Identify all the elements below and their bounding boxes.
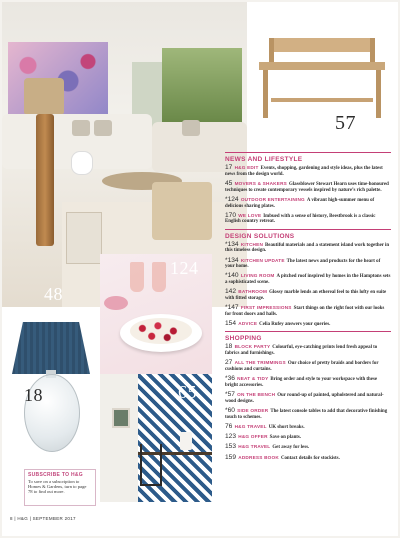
contents-entry[interactable] <box>225 273 391 285</box>
doorway <box>100 374 140 502</box>
contents-entry[interactable] <box>225 258 391 270</box>
contents-entry[interactable] <box>225 376 391 388</box>
contents-entry[interactable] <box>225 181 391 193</box>
entry-keyword: H&G TRAVEL <box>238 444 271 450</box>
subscribe-box[interactable] <box>24 469 96 506</box>
entry-keyword: ON THE BENCH <box>237 392 276 398</box>
bench-leg <box>376 70 381 118</box>
entry-keyword: H&G OFFER <box>238 434 268 440</box>
wicker-chair <box>152 182 212 240</box>
glass <box>130 262 144 292</box>
entry-description: Colourful, eye-catching prints lend fresh appeal to fabrics and furnishings. <box>225 345 378 357</box>
entry-description: A pitched roof inspired by homes in the Hamptons sets a sophisticated scene. <box>225 274 391 286</box>
entry-description: Contact details for stockists. <box>280 455 340 461</box>
contents-entry[interactable] <box>225 434 391 441</box>
entry-description: The latest news and products for the heart of your home. <box>225 258 381 270</box>
entry-keyword: OUTDOOR ENTERTAINING <box>240 196 305 202</box>
entry-description: A vibrant high-summer menu of delicious sharing plates. <box>225 197 375 209</box>
contents-entry[interactable] <box>225 344 391 356</box>
entry-description: Save on plants. <box>269 435 302 441</box>
entry-keyword: LIVING ROOM <box>240 273 275 279</box>
section-heading: DESIGN SOLUTIONS <box>225 229 391 240</box>
entry-page-number: *60 <box>225 406 235 414</box>
side-stool <box>66 212 102 264</box>
glass <box>152 262 166 292</box>
subscribe-text: To save on a subscription to Homes & Gardens, turn to page 78 to find out more. <box>28 479 87 495</box>
wall-frame <box>112 408 130 428</box>
entry-description: UK short breaks. <box>268 424 305 430</box>
entry-description: Our round-up of painted, upholstered and natural-wood designs. <box>225 393 384 404</box>
cushion <box>182 120 200 136</box>
entry-keyword: BLOCK PARTY <box>234 344 271 350</box>
entry-keyword: BATHROOM <box>238 289 268 295</box>
entry-description: Our choice of pretty braids and borders for cushions and curtains. <box>225 361 379 372</box>
entry-keyword: KITCHEN <box>240 241 264 247</box>
entry-page-number: 76 <box>225 422 233 430</box>
cushion <box>94 120 112 136</box>
entry-keyword: NEAT & TIDY <box>237 376 269 382</box>
entry-page-number: 153 <box>225 443 237 451</box>
entry-page-number: 45 <box>225 179 233 187</box>
entry-page-number: *140 <box>225 272 239 280</box>
entry-page-number: 170 <box>225 211 237 219</box>
contents-entry[interactable] <box>225 424 391 431</box>
entry-page-number: *134 <box>225 256 239 264</box>
photo-number-bench: 57 <box>335 112 356 134</box>
contents-entry[interactable] <box>225 305 391 317</box>
entry-description: Glassblower Stewart Hearn uses time-honoured techniques to create contemporary vessels inspired by nature’s rich palette. <box>225 181 389 193</box>
desk-lamp <box>180 432 192 450</box>
entry-page-number: *147 <box>225 304 239 312</box>
bench-leg <box>263 70 268 118</box>
vase <box>72 152 92 174</box>
section-heading: SHOPPING <box>225 331 391 342</box>
entry-keyword: WE LOVE <box>238 212 262 218</box>
entry-keyword: SIDE ORDER <box>237 407 269 413</box>
section-heading: NEWS AND LIFESTYLE <box>225 152 391 163</box>
entry-page-number: *134 <box>225 240 239 248</box>
desk-chair <box>140 444 162 486</box>
entry-description: Bring order and style to your workspace with these bright accessories. <box>225 377 378 388</box>
bench-rail <box>271 98 373 102</box>
entry-description: The latest console tables to add that decorative finishing touch to schemes. <box>225 408 388 420</box>
entry-page-number: *124 <box>225 195 239 203</box>
page-footer: 8 | H&G | SEPTEMBER 2017 <box>10 516 76 521</box>
entry-keyword: KITCHEN UPDATE <box>240 257 285 263</box>
entry-page-number: 17 <box>225 164 233 171</box>
entry-page-number: 123 <box>225 433 237 441</box>
cushion <box>72 120 90 136</box>
contents-entry[interactable] <box>225 242 391 254</box>
entry-keyword: ALL THE TRIMMINGS <box>234 360 286 366</box>
bowl <box>104 296 128 310</box>
contents-entry[interactable] <box>225 213 391 225</box>
entry-keyword: ADDRESS BOOK <box>238 454 279 460</box>
photo-number-food: 124 <box>170 258 199 278</box>
contents-entry[interactable] <box>225 197 391 209</box>
entry-description: Celia Rufey answers your queries. <box>259 322 331 328</box>
contents-entry[interactable] <box>225 392 391 404</box>
contents-entry[interactable] <box>225 289 391 301</box>
entry-description: Imbued with a sense of history, Beestbrook is a classic English country retreat. <box>225 213 376 225</box>
entry-page-number: 142 <box>225 288 237 296</box>
entry-page-number: 159 <box>225 453 237 461</box>
bench-photo <box>247 20 397 150</box>
contents-entry[interactable] <box>225 360 391 372</box>
entry-keyword: H&G TRAVEL <box>234 423 267 429</box>
contents-list <box>225 152 391 465</box>
bench-seat <box>259 62 385 70</box>
photo-number-living: 48 <box>44 284 63 304</box>
contents-entry[interactable] <box>225 455 391 462</box>
floor-lamp-shade <box>24 78 64 114</box>
photo-number-room: 65 <box>178 382 197 402</box>
entry-page-number: 154 <box>225 320 237 328</box>
entry-description: Glossy marble lends an ethereal feel to this lofty en suite with fitted storage. <box>225 290 387 302</box>
entry-description: Events, shopping, gardening and style ideas, plus the latest news from the design world. <box>225 166 383 177</box>
contents-entry[interactable] <box>225 444 391 451</box>
berry-dessert <box>130 318 192 344</box>
contents-entry[interactable] <box>225 165 391 177</box>
lamp-shade <box>12 322 90 374</box>
contents-entry[interactable] <box>225 408 391 420</box>
floor-lamp-base <box>36 114 54 246</box>
subscribe-title: SUBSCRIBE TO H&G <box>28 472 83 478</box>
contents-entry[interactable] <box>225 321 391 328</box>
bench-back <box>269 38 375 52</box>
entry-page-number: *36 <box>225 375 235 383</box>
entry-keyword: MOVERS & SHAKERS <box>234 180 288 186</box>
magazine-page <box>2 2 398 536</box>
entry-page-number: *57 <box>225 391 235 399</box>
entry-description: Get away for less. <box>272 445 310 451</box>
entry-page-number: 27 <box>225 359 233 367</box>
entry-page-number: 18 <box>225 343 233 351</box>
entry-description: Start things on the right foot with our looks for front doors and halls. <box>225 306 385 317</box>
entry-keyword: FIRST IMPRESSIONS <box>240 305 292 311</box>
entry-description: Beautiful materials and a statement island work together in this timeless design. <box>225 242 390 254</box>
entry-keyword: ADVICE <box>238 321 258 327</box>
photo-number-lamp: 18 <box>24 385 43 405</box>
entry-keyword: H&G EDIT <box>234 165 259 170</box>
